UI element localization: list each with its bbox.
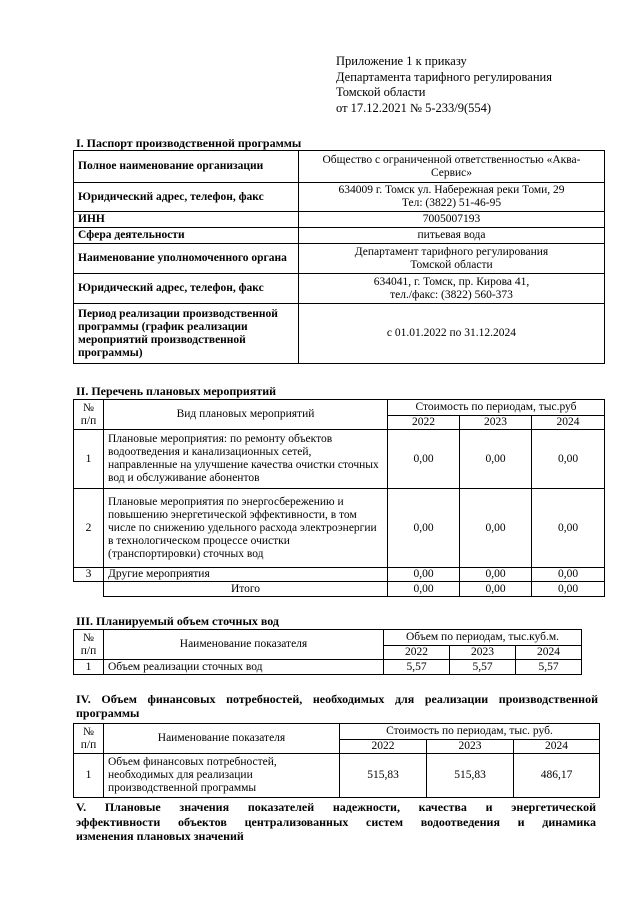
- row-value: 0,00: [532, 430, 605, 489]
- section-1-title: I. Паспорт производственной программы: [76, 136, 302, 150]
- row-num: 2: [74, 489, 104, 568]
- passport-value: питьевая вода: [299, 228, 605, 244]
- row-value: 0,00: [388, 489, 460, 568]
- row-value: 486,17: [514, 754, 600, 798]
- header-cost: Стоимость по периодам, тыс.руб: [388, 400, 605, 416]
- passport-value: 634041, г. Томск, пр. Кирова 41, тел./факс: (3822) 560-373: [299, 274, 605, 304]
- header-num: № п/п: [74, 400, 104, 430]
- table-row: [74, 489, 605, 568]
- row-value: 515,83: [427, 754, 514, 798]
- row-name: Объем реализации сточных вод: [104, 660, 384, 675]
- row-value: 0,00: [388, 568, 460, 582]
- header-year: 2022: [340, 740, 427, 754]
- appendix-line-1: Приложение 1 к приказу: [336, 54, 467, 68]
- passport-value: 7005007193: [299, 212, 605, 228]
- section-5-title: [76, 800, 596, 844]
- passport-row: [74, 304, 605, 364]
- header-volume: Объем по периодам, тыс.куб.м.: [384, 630, 582, 646]
- header-name: Наименование показателя: [104, 724, 340, 754]
- passport-value: с 01.01.2022 по 31.12.2024: [299, 304, 605, 364]
- passport-table: [73, 150, 605, 364]
- header-year: 2023: [460, 416, 532, 430]
- passport-row: [74, 212, 605, 228]
- passport-label: Полное наименование организации: [74, 151, 299, 183]
- section-5-line: изменения плановых значений: [76, 829, 244, 843]
- appendix-line-3: Томской области: [336, 85, 426, 99]
- row-num: 1: [74, 430, 104, 489]
- row-value: 0,00: [532, 489, 605, 568]
- passport-row: [74, 183, 605, 212]
- row-value: 0,00: [460, 430, 532, 489]
- header-num: № п/п: [74, 724, 104, 754]
- row-value: 515,83: [340, 754, 427, 798]
- passport-label: ИНН: [74, 212, 299, 228]
- section-3-title: III. Планируемый объем сточных вод: [76, 614, 279, 628]
- section-2-title: II. Перечень плановых мероприятий: [76, 384, 277, 398]
- header-year: 2024: [516, 646, 582, 660]
- passport-value: Департамент тарифного регулирования Томской области: [299, 244, 605, 274]
- passport-label: Период реализации производственной программы (график реализации мероприятий производственной программы): [74, 304, 299, 364]
- header-year: 2022: [384, 646, 450, 660]
- financial-table: [73, 723, 600, 798]
- passport-value: 634009 г. Томск ул. Набережная реки Томи, 29 Тел: (3822) 51-46-95: [299, 183, 605, 212]
- section-4-title: IV. Объем финансовых потребностей, необходимых для реализации производственной программы: [76, 692, 598, 720]
- total-value: 0,00: [460, 582, 532, 597]
- measures-header-row: [74, 400, 605, 416]
- passport-label: Юридический адрес, телефон, факс: [74, 183, 299, 212]
- passport-label: Юридический адрес, телефон, факс: [74, 274, 299, 304]
- header-year: 2024: [514, 740, 600, 754]
- financial-header-row: [74, 724, 600, 740]
- appendix-line-4: от 17.12.2021 № 5-233/9(554): [336, 100, 492, 115]
- row-name: Объем финансовых потребностей, необходимых для реализации производственной программы: [104, 754, 340, 798]
- total-spacer: [74, 582, 104, 597]
- passport-row: [74, 274, 605, 304]
- header-year: 2023: [427, 740, 514, 754]
- table-row: [74, 430, 605, 489]
- volume-header-row: [74, 630, 582, 646]
- row-name: Плановые мероприятия: по ремонту объектов водоотведения и канализационных сетей, направленные на улучшение качества очистки сточных вод и обслуживание абонентов: [104, 430, 388, 489]
- section-5-line: эффективности объектов централизованных систем водоотведения и динамика: [76, 814, 596, 829]
- row-value: 0,00: [460, 568, 532, 582]
- header-year: 2022: [388, 416, 460, 430]
- total-label: Итого: [104, 582, 388, 597]
- row-value: 5,57: [516, 660, 582, 675]
- passport-row: [74, 244, 605, 274]
- row-value: 5,57: [450, 660, 516, 675]
- section-5-line: V. Плановые значения показателей надежности, качества и энергетической: [76, 800, 596, 814]
- row-num: 3: [74, 568, 104, 582]
- passport-value: Общество с ограниченной ответственностью «Аква-Сервис»: [299, 151, 605, 183]
- row-value: 5,57: [384, 660, 450, 675]
- table-row: [74, 754, 600, 798]
- header-num: № п/п: [74, 630, 104, 660]
- row-name: Плановые мероприятия по энергосбережению и повышению энергетической эффективности, в том числе по снижению удельного расхода электроэнергии в технологическом процессе очистки (транспортировки) сточных вод: [104, 489, 388, 568]
- row-value: 0,00: [532, 568, 605, 582]
- passport-label: Сфера деятельности: [74, 228, 299, 244]
- row-num: 1: [74, 754, 104, 798]
- table-row: [74, 660, 582, 675]
- header-year: 2024: [532, 416, 605, 430]
- passport-row: [74, 228, 605, 244]
- appendix-line-2: Департамента тарифного регулирования: [336, 69, 552, 84]
- header-name: Вид плановых мероприятий: [104, 400, 388, 430]
- appendix-header: [336, 54, 552, 116]
- passport-label: Наименование уполномоченного органа: [74, 244, 299, 274]
- total-value: 0,00: [388, 582, 460, 597]
- header-name: Наименование показателя: [104, 630, 384, 660]
- total-row: [74, 582, 605, 597]
- table-row: [74, 568, 605, 582]
- row-name: Другие мероприятия: [104, 568, 388, 582]
- row-num: 1: [74, 660, 104, 675]
- header-cost: Стоимость по периодам, тыс. руб.: [340, 724, 600, 740]
- header-year: 2023: [450, 646, 516, 660]
- passport-row: [74, 151, 605, 183]
- measures-table: [73, 399, 605, 597]
- row-value: 0,00: [460, 489, 532, 568]
- total-value: 0,00: [532, 582, 605, 597]
- volume-table: [73, 629, 582, 675]
- row-value: 0,00: [388, 430, 460, 489]
